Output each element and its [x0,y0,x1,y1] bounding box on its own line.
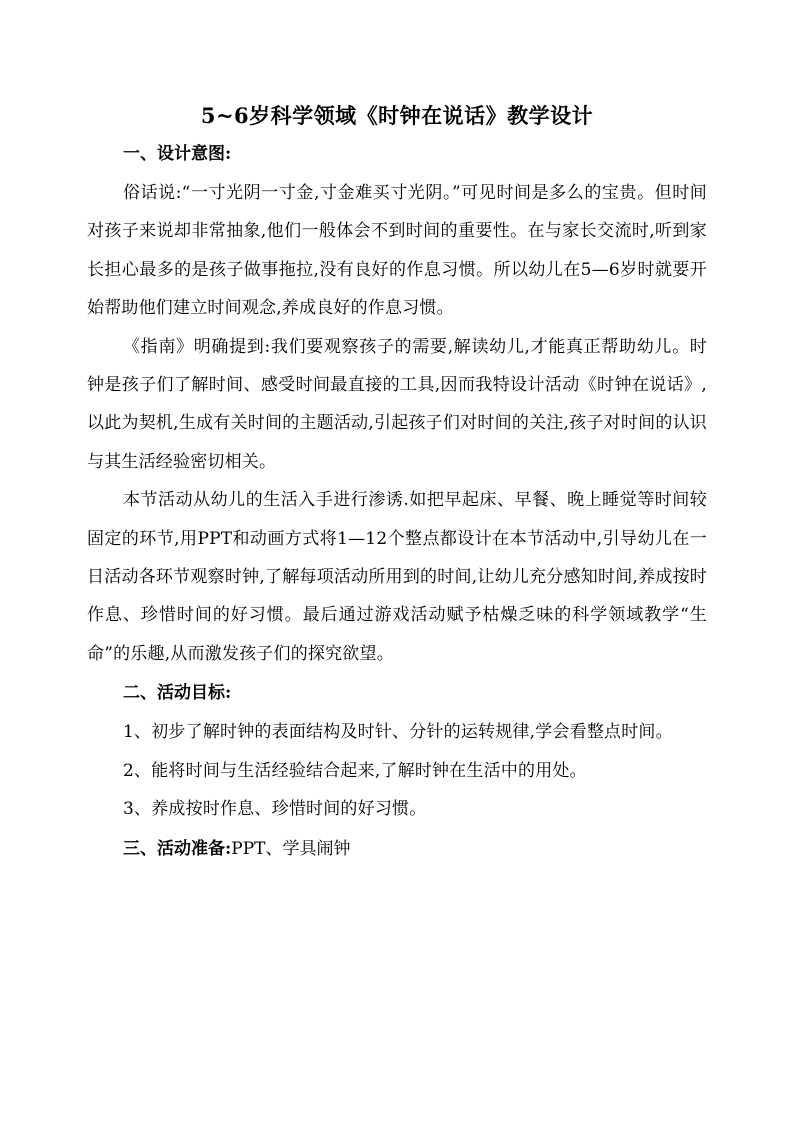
goal-item: 3、养成按时作息、珍惜时间的好习惯。 [123,799,427,820]
paragraph: 俗话说:“一寸光阴一寸金,寸金难买寸光阴。”可见时间是多么的宝贵。但时间对孩子来说却非常抽象,他们一般体会不到时间的重要性。在与家长交流时,听到家长担心最多的是孩子做事拖拉,没有良好的作息习惯。所以幼儿在5—6岁时就要开始帮助他们建立时间观念,养成良好的作息习惯。 [87,183,707,319]
section-heading-preparation [87,829,707,869]
document-body [87,98,707,869]
section-heading-design-intent: 一、设计意图: [123,144,232,164]
goal-item: 1、初步了解时钟的表面结构及时针、分针的运转规律,学会看整点时间。 [123,722,673,743]
paragraph: 《指南》明确提到:我们要观察孩子的需要,解读幼儿,才能真正帮助幼儿。时钟是孩子们了解时间、感受时间最直接的工具,因而我特设计活动《时钟在说话》,以此为契机,生成有关时间的主题活动,引起孩子们对时间的关注,孩子对时间的认识与其生活经验密切相关。 [87,336,707,472]
preparation-heading-label: 三、活动准备: [123,838,232,859]
paragraph: 本节活动从幼儿的生活入手进行渗诱.如把早起床、早餐、晚上睡觉等时间较固定的环节,用PPT和动画方式将1—12个整点都设计在本节活动中,引导幼儿在一日活动各环节观察时钟,了解每项活动所用到的时间,让幼儿充分感知时间,养成按时作息、珍惜时间的好习惯。最后通过游戏活动赋予枯燥乏味的科学领域教学“生命”的乐趣,从而激发孩子们的探究欲望。 [87,490,707,664]
section-heading-activity-goals: 二、活动目标: [123,683,232,704]
preparation-materials: PPT、学具闹钟 [231,838,351,859]
goal-item: 2、能将时间与生活经验结合起来,了解时钟在生活中的用处。 [123,760,587,781]
document-title: 5~6岁科学领域《时钟在说话》教学设计 [200,103,594,128]
